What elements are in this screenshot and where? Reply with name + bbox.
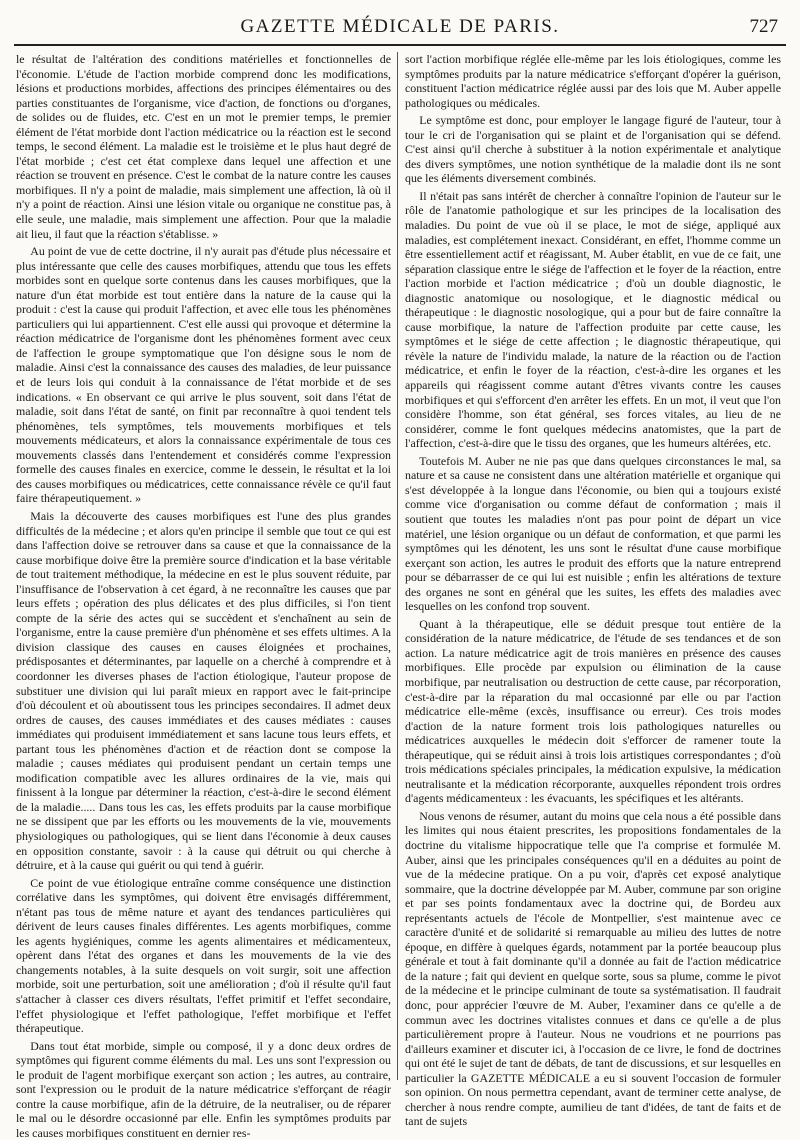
paragraph: Mais la découverte des causes morbifiques est l'une des plus grandes difficultés de la médecine ; et alors qu'en principe il semble que tout ce qui est dans l'affection doive se retrouver dans sa cause et que la connaissance de la cause morbifique doive être la première source d'indication et la base véritable de tout traitement méthodique, la médecine en est le plus souvent réduite, par l'insuffisance de l'observation à cet égard, à ne reconnaître les causes que par leurs effets ; opération des plus délicates et des plus difficiles, si l'on tient compte de la série des actes qui se succèdent et s'enchaînent au sein de l'organisme, entre la cause première d'un phénomène et ses effets ultimes. A la division classique des causes en causes éloignées et prochaines, prédisposantes et déterminantes, par laquelle on a cherché à comprendre et à coordonner les diverses phases de l'action étiologique, l'auteur propose de substituer une division qui lui paraît mieux en rapport avec le fait-principe d'où découlent et où aboutissent tous les principes secondaires. Il admet deux ordres de causes, des causes immédiates et des causes médiates : causes immédiates qui produisent immédiatement et sans lacune tous leurs effets, et partant tous les phénomènes d'action et de réaction dont se compose la maladie ; causes médiates qui produisent pendant un certain temps une modification compatible avec les allures ordinaires de la vie, mais qui finissent à la longue par déterminer la réaction, c'est-à-dire le second élément de la maladie..... Dans tous les cas, les effets produits par la cause morbifique ne se dissipent que par les efforts ou les mouvements de la vie, mouvements physiologiques ou pathologiques, qui se lient dans l'économie à deux causes en opposition constante, savoir : à la cause qui détruit ou qui cherche à détruire, et à la cause qui guérit ou qui tend à guérir. bbox=[16, 508, 391, 873]
paragraph: Toutefois M. Auber ne nie pas que dans quelques circonstances le mal, sa nature et sa cause ne consistent dans une altération matérielle et organique qui s'est développée à la longue dans l'économie, ou bien qui a toujours existé comme vice d'organisation ou comme défaut de conformation ; mais il soutient que toutes les maladies n'ont pas pour point de départ un vice matériel, une lésion organique ou un défaut de conformation, et que parmi les symptômes qui les dénotent, les uns sont le résultat d'une cause morbifique exerçant son action, les autres le produit des efforts que la nature entreprend pour se débarrasser de ce qui lui est nuisible ; enfin les altérations de texture des organes ne sont en général que les suites, les effets des maladies avec lesquelles on les confond trop souvent. bbox=[405, 453, 781, 614]
paragraph: Quant à la thérapeutique, elle se déduit presque tout entière de la considération de la nature médicatrice, de l'étude de ses tendances et de son action. La nature médicatrice agit de trois manières en présence des causes morbifiques. Elle procède par expulsion ou élimination de la cause morbifique, par neutralisation ou destruction de cette cause, par récorporation, c'est-à-dire par la réparation du mal occasionné par elle ou par l'action médicatrice elle-même (excès, insuffisance ou erreur). Ces trois modes d'action de la nature forment trois lois pathologiques naturelles ou médicatrices auxquelles le médecin doit s'efforcer de ramener toute la thérapeutique, qui se réduit ainsi à trois lois artistiques correspondantes ; d'où trois médications spéciales principales, la médication expulsive, la médication neutralisante et la médication récorporante, auxquelles répondent trois ordres d'agents médicamenteux : les évacuants, les spécifiques et les altérants. bbox=[405, 616, 781, 806]
running-title: GAZETTE MÉDICALE DE PARIS. bbox=[240, 16, 560, 37]
paragraph: Ce point de vue étiologique entraîne comme conséquence une distinction corrélative dans les symptômes, qui doivent être envisagés différemment, n'étant pas tous de même nature et ayant des tendances particulières qui dérivent de leurs causes finales différentes. Les agents morbifiques, comme les agents hygiéniques, comme les agents alimentaires et médicamenteux, opèrent dans l'état des organes et dans les mouvements de la vie des changements notables, à la suite desquels on voit surgir, soit une affection morbide, soit une perturbation, soit une amélioration ; d'où il résulte qu'il faut s'attacher à classer ces divers résultats, l'effet primitif et l'effet secondaire, l'effet physiologique et l'effet pathologique, l'effet morbifique et l'effet thérapeutique. bbox=[16, 875, 391, 1036]
page-number: 727 bbox=[749, 16, 778, 37]
paragraph: Nous venons de résumer, autant du moins que cela nous a été possible dans les limites qui nous étaient prescrites, les propositions fondamentales de la doctrine du vitalisme hippocratique telle que l'a comprise et formulée M. Auber, ainsi que les principales conséquences qu'il en a déduites au point de vue de la médecine pratique. On a pu voir, d'après cet exposé analytique sommaire, que la doctrine développée par M. Auber, commune par son origine et par ses points fondamentaux avec la doctrine qui, de Bordeu aux représentants actuels de l'école de Montpellier, s'est maintenue avec ce caractère d'unité et de solidarité si remarquable au milieu des luttes de notre époque, en diffère à quelques égards, notamment par la portée beaucoup plus générale et tout à fait dominante qu'il a donnée au fait de l'action médicatrice de la nature ; fait qui devient en quelque sorte, sous sa plume, comme le pivot de la médecine et le principe culminant de toute sa systématisation. Il faudrait donc, pour apprécier l'œuvre de M. Auber, l'examiner dans ce qu'elle a de commun avec les doctrines vitalistes connues et dans ce qu'elle a de plus particulièrement propre à l'auteur. Nous ne voudrions et ne pourrions pas d'ailleurs examiner et discuter ici, à l'occasion de ce livre, le fond de doctrines qui ont été le sujet de tant de débats, de tant de discussions, et sur lesquelles en particulier la GAZETTE MÉDICALE a eu si souvent l'occasion de formuler son opinion. On nous permettra cependant, avant de terminer cette analyse, de chercher à nous rendre compte, aumilieu de tant d'idées, de tant de faits et de tant de sujets bbox=[405, 808, 781, 1129]
right-column bbox=[405, 52, 781, 1129]
column-divider bbox=[397, 52, 398, 1080]
page-header bbox=[0, 14, 800, 44]
paragraph: Le symptôme est donc, pour employer le langage figuré de l'auteur, tour à tour le cri de l'organisation qui se plaint et de l'organisation qui se défend. C'est ainsi qu'il cherche à substituer à la notion expérimentale et analytique des divers symptômes, une notion synthétique de la maladie dont ils ne sont que les éléments diversement combinés. bbox=[405, 113, 781, 186]
left-column bbox=[16, 52, 391, 1140]
paragraph: Dans tout état morbide, simple ou composé, il y a donc deux ordres de symptômes qui figurent comme éléments du mal. Les uns sont l'expression ou le produit de l'agent morbifique exerçant son action ; les autres, au contraire, sont l'expression ou le produit de la nature médicatrice s'efforçant de réagir contre la cause morbifique, afin de la détruire, de la neutraliser, ou de réparer le mal ou le désordre occasionné par elle. Enfin les symptômes produits par les causes morbifiques constituent en dernier res- bbox=[16, 1038, 391, 1140]
paragraph: sort l'action morbifique réglée elle-même par les lois étiologiques, comme les symptômes produits par la nature médicatrice s'efforçant d'opérer la guérison, constituent l'action médicatrice réglée aussi par des lois que M. Auber appelle pathologiques ou médicales. bbox=[405, 52, 781, 110]
paragraph: Il n'était pas sans intérêt de chercher à connaître l'opinion de l'auteur sur le rôle de l'anatomie pathologique et sur les principes de la localisation des maladies. Du point de vue où il se place, le mot de siége, appliqué aux maladies, est complétement inexact. Considérant, en effet, l'homme comme un être essentiellement actif et réagissant, M. Auber établit, en vue de ce fait, une séparation classique entre le siége de l'affection et le foyer de la réaction, entre l'action morbide et l'action médicatrice ; d'où un double diagnostic, le diagnostic anatomique ou nosologique, et le diagnostic médical ou thérapeutique : le diagnostic nosologique, qui a pour but de faire connaître la cause morbifique, la nature de l'affection produite par cette cause, les symptômes et le siége de cette affection ; le diagnostic thérapeutique, qui révèle la nature de l'individu malade, la nature de la réaction ou de l'action médicatrice, et enfin le foyer de la réaction, c'est-à-dire les organes et les appareils qui réagissent comme autant d'êtres vivants contre les causes morbifiques et qui s'efforcent d'en arrêter les effets. En un mot, il veut que l'on considère l'homme, son état général, ses forces vitales, au lieu de ne considérer, comme le font quelques médecins anatomistes, que la part de l'affection, c'est-à-dire que le tissu des organes, que les humeurs altérées, etc. bbox=[405, 188, 781, 451]
header-rule bbox=[14, 44, 786, 46]
paragraph: le résultat de l'altération des conditions matérielles et fonctionnelles de l'économie. L'étude de l'action morbide comprend donc les modifications, lésions et productions morbides, affections des principes élémentaires ou des parties constituantes de l'organisme, vice d'action, de fonctions ou d'organes, de solides ou de fluides, etc. C'est en un mot le premier temps, le premier élément de l'état morbide dont l'action médicatrice ou la réaction est le second temps, le second élément. La maladie est le troisième et le plus haut degré de l'état morbide ; c'est cet état complexe dans lequel une affection et une réaction se trouvent en présence. C'est le combat de la nature contre les causes morbifiques. Il n'y a point de maladie, mais simplement une affection, là où il n'y a point de réaction. Ainsi une lésion vitale ou organique ne constitue pas, à elle seule, une maladie, mais simplement une affection. Pour que la maladie ait lieu, il faut que la réaction s'établisse. » bbox=[16, 52, 391, 241]
paragraph: Au point de vue de cette doctrine, il n'y aurait pas d'étude plus nécessaire et plus intéressante que celle des causes morbifiques, attendu que tous les effets morbides sont en quelque sorte contenus dans les causes morbifiques, que la nature d'un état morbide est tout entière dans la nature de la cause qui la produit : c'est la cause qui produit l'affection, et avec elle tous les phénomènes particuliers qui lui appartiennent. C'est elle aussi qui provoque et détermine la réaction médicatrice de l'organisme dont les phénomènes forment avec ceux de l'affection le groupe symptomatique que l'on désigne sous le nom de maladie. Ainsi c'est la connaissance des causes des maladies, de leur puissance et de leurs lois qui conduit à la connaissance de l'état morbide et de ses indications. « En observant ce qui arrive le plus souvent, soit dans l'état de maladie, soit dans l'état de santé, on finit par reconnaître à quoi tendent tels phénomènes, tels symptômes, tels mouvements morbifiques et tels mouvements médicateurs, et alors la connaissance expérimentale de tous ces mouvements classés dans l'entendement et considérés comme l'expression formelle des causes finales en exercice, comme le dessein, le résultat et la loi des causes morbifiques ou médicatrices, cette connaissance révèle ce qu'il faut faire thérapeutiquement. » bbox=[16, 244, 391, 506]
